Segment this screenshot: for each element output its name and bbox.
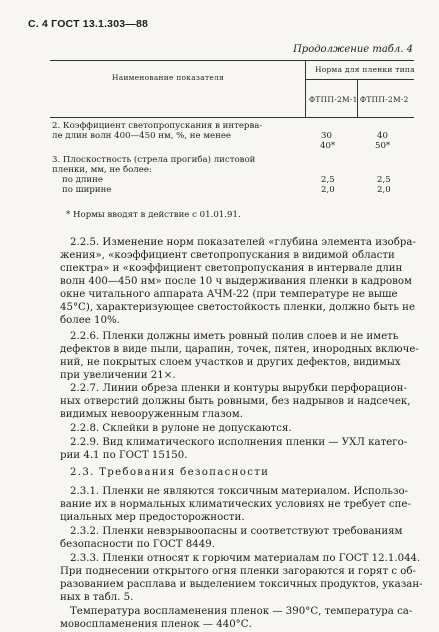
col-indicator-header: Наименование показателя xyxy=(112,73,224,82)
table-rule-v1 xyxy=(305,60,306,117)
p225-line4: волн 400—450 нм» после 10 ч выдерживания пленки в кадровом xyxy=(60,276,412,287)
p233-line3: разованием расплава и выделением токсичных продуктов, указан- xyxy=(60,579,423,590)
page-header: С. 4 ГОСТ 13.1.303—88 xyxy=(28,18,149,30)
p232-line1: 2.3.2. Пленки невзрывоопасны и соответствуют требованиям xyxy=(70,526,403,537)
ptemp-line1: Температура воспламенения пленок — 390°С, температура са- xyxy=(70,606,413,617)
table-rule-top xyxy=(50,60,414,61)
p231-line2: вание их в нормальных климатических условиях не требует спе- xyxy=(60,499,411,510)
table-continuation-label: Продолжение табл. 4 xyxy=(293,44,413,55)
row3-sub-length: по длине xyxy=(62,175,103,185)
p229-line1: 2.2.9. Вид климатического исполнения пленки — УХЛ катего- xyxy=(70,437,408,448)
row2-label-line1: 2. Коэффициент светопропускания в интерва- xyxy=(52,121,263,131)
row2-value-type1-a: 30 xyxy=(321,131,332,141)
row3-label-line2: пленки, мм, не более: xyxy=(52,165,152,175)
p229-line2: рии 4.1 по ГОСТ 15150. xyxy=(60,450,188,461)
p225-line7: более 10%. xyxy=(60,315,120,326)
row3-value-type2-a: 2,5 xyxy=(377,175,391,185)
p231-line1: 2.3.1. Пленки не являются токсичным материалом. Использо- xyxy=(70,486,409,497)
section-2-3-heading: 2.3. Требования безопасности xyxy=(70,467,270,478)
p226-line3: ний, не покрытых слоем участков и других дефектов, видимых xyxy=(60,357,401,368)
p232-line2: безопасности по ГОСТ 8449. xyxy=(60,539,215,550)
row2-label-line2: ле длин волн 400—450 нм, %, не менее xyxy=(52,131,231,141)
col-norm-header: Норма для пленки типа xyxy=(315,65,415,74)
p233-line1: 2.3.3. Пленки относят к горючим материалам по ГОСТ 12.1.044. xyxy=(70,553,421,564)
row2-value-type2-a: 40 xyxy=(377,131,388,141)
p225-line3: спектра» и «коэффициент светопропускания в интервале длин xyxy=(60,263,403,274)
table-footnote: * Нормы вводят в действие с 01.01.91. xyxy=(66,210,241,220)
col-type2-header: ФТПП-2М-2 xyxy=(360,95,409,104)
p233-line2: При поднесении открытого огня пленки загораются и горят с об- xyxy=(60,566,416,577)
col-type1-header: ФТПП-2М-1 xyxy=(309,95,358,104)
table-rule-sub xyxy=(305,79,414,80)
p231-line3: циальных мер предосторожности. xyxy=(60,512,245,523)
p227-line2: ных отверстий должны быть ровными, без надрывов и надсечек, xyxy=(60,396,411,407)
p225-line5: окне читального аппарата АЧМ-22 (при температуре не выше xyxy=(60,289,398,300)
row3-value-type1-b: 2,0 xyxy=(321,185,335,195)
row2-value-type2-b: 50* xyxy=(375,141,391,151)
p226-line4: при увеличении 21×. xyxy=(60,370,176,381)
table-rule-header-bottom xyxy=(50,117,414,118)
row3-label-line1: 3. Плоскостность (стрела прогиба) листовой xyxy=(52,155,256,165)
p226-line1: 2.2.6. Пленки должны иметь ровный полив слоев и не иметь xyxy=(70,331,399,342)
row3-value-type1-a: 2,5 xyxy=(321,175,335,185)
row3-sub-width: по ширине xyxy=(62,185,112,195)
p226-line2: дефектов в виде пыли, царапин, точек, пятен, инородных включе- xyxy=(60,344,419,355)
p227-line1: 2.2.7. Линии обреза пленки и контуры вырубки перфорацион- xyxy=(70,383,407,394)
ptemp-line2: мовоспламенения пленок — 440°С. xyxy=(60,619,252,630)
p228-line1: 2.2.8. Склейки в рулоне не допускаются. xyxy=(70,423,292,434)
p233-line4: ных в табл. 5. xyxy=(60,592,134,603)
row3-value-type2-b: 2,0 xyxy=(377,185,391,195)
p225-line2: жения», «коэффициент светопропускания в видимой области xyxy=(60,250,395,261)
p225-line6: 45°С), характеризующее светостойкость пленки, должно быть не xyxy=(60,302,415,313)
row2-value-type1-b: 40* xyxy=(320,141,336,151)
p225-line1: 2.2.5. Изменение норм показателей «глубина элемента изобра- xyxy=(70,237,416,248)
p227-line3: видимых невооруженным глазом. xyxy=(60,409,243,420)
